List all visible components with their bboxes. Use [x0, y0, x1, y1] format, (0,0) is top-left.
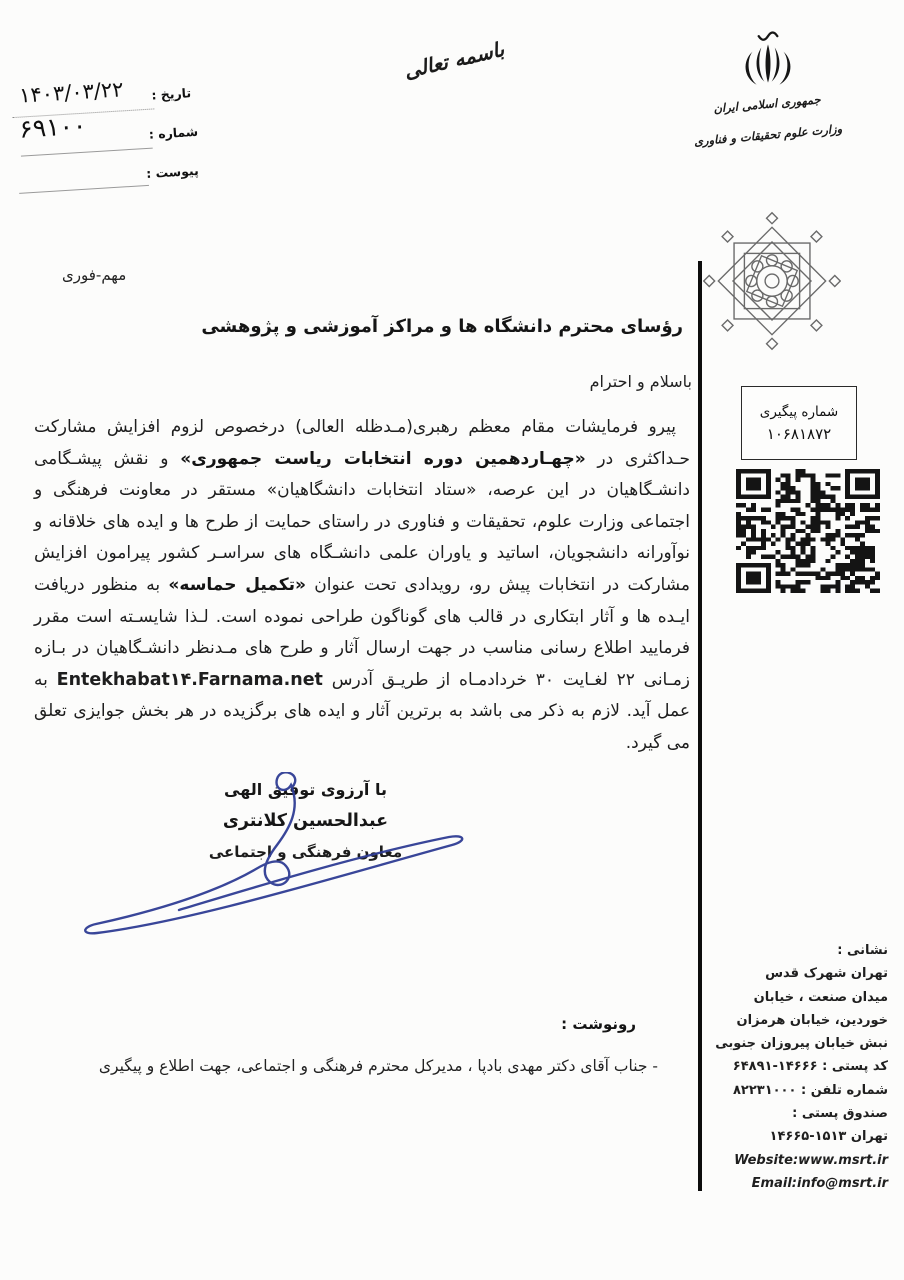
address-line: تهران شهرک قدس — [765, 966, 888, 982]
salutation: باسلام و احترام — [589, 372, 692, 391]
ornament-graphic — [703, 211, 841, 351]
ministry-name: وزارت علوم تحقیقات و فناوری — [693, 121, 843, 149]
address-line: نشانی : — [837, 943, 888, 958]
paragraph-segment-bold: «چهـاردهمین دوره انتخابات ریاست جمهوری» — [180, 448, 586, 469]
qr-code — [736, 469, 880, 593]
cc-item: - جناب آقای دکتر مهدی بادپا ، مدیرکل محترم فرهنگی و اجتماعی، جهت اطلاع و پیگیری — [98, 1057, 658, 1075]
recipient-heading: رؤسای محترم دانشگاه ها و مراکز آموزشی و پژوهشی — [201, 316, 683, 337]
po-box-label: صندوق پستی : — [792, 1106, 888, 1122]
number-value: ۶۹۱۰۰ — [18, 110, 88, 144]
tracking-number: ۱۰۶۸۱۸۷۲ — [766, 424, 832, 443]
priority-tag: مهم-فوری — [62, 266, 127, 284]
address-line: نبش خیابان پیروزان جنوبی — [715, 1036, 888, 1052]
paragraph-segment-bold: «تکمیل حماسه» — [168, 574, 307, 595]
address-line: خوردین، خیابان هرمزان — [736, 1012, 888, 1028]
number-label: شماره : — [148, 123, 199, 142]
date-label: تاریخ : — [150, 85, 192, 103]
submission-url: Entekhabat۱۴.Farnama.net — [56, 669, 323, 690]
letter-paragraph — [34, 412, 690, 760]
cc-label: رونوشت : — [561, 1015, 636, 1033]
email-address: Email:info@msrt.ir — [751, 1175, 888, 1191]
letter-meta-block — [5, 72, 222, 205]
address-line: میدان صنعت ، خیابان — [753, 989, 888, 1005]
iran-emblem-icon — [737, 28, 799, 96]
attachment-label: پیوست : — [145, 162, 200, 182]
postal-code: کد پستی : ۱۴۶۶۶-۶۴۸۹۱ — [732, 1059, 888, 1075]
signature-closing: با آرزوی توفیق الهی — [224, 780, 387, 799]
date-value: ۱۴۰۳/۰۳/۲۲ — [18, 77, 125, 108]
po-box-value: تهران ۱۵۱۳-۱۴۶۶۵ — [769, 1129, 888, 1145]
attachment-underline — [19, 185, 149, 194]
signer-title: معاون فرهنگی و اجتماعی — [208, 843, 403, 861]
number-underline — [21, 148, 153, 157]
tracking-number-box — [741, 386, 857, 460]
signer-name: عبدالحسین کلانتری — [222, 811, 389, 831]
phone-number: شماره تلفن : ۸۲۲۳۱۰۰۰ — [732, 1082, 888, 1098]
signature-block — [198, 780, 413, 861]
government-name: جمهوری اسلامی ایران — [712, 92, 822, 116]
paragraph-segment: به منظور دریافت ایـده ها و آثار ابتکاری در قالب های گوناگون طراحی نموده است. لـذا شایسـته است مقرر فرمایید اطلاع رسانی مناسب در جهت ارسال آثار و طرح های مـدنظر دانشـگاهیان در بـازه زمـانی ۲۲ لغـایت ۳۰ خردادمـاه از طریـق آدرس — [34, 574, 691, 690]
address-block — [700, 939, 888, 1195]
bismillah-calligraphy: باسمه تعالی — [401, 36, 507, 84]
website-url: Website:www.msrt.ir — [734, 1152, 888, 1168]
paragraph-segment: و نقش پیشـگامی دانشـگاهیان در این عرصه، «ستاد انتخابات دانشگاهیان» مستقر در معاونت فرهنگی و اجتماعی وزارت علوم، تحقیقات و فناوری در راستای حمایت از طرح ها و ایده های خلاقانه و نوآورانه دانشجویان، اساتید و یاوران علمی دانشـگاه های سراسـر کشور پیرامون افزایش مشارکت در انتخابات پیش رو، رویدادی تحت عنوان — [34, 448, 690, 595]
paragraph-segment: به عمل آید. لازم به ذکر می باشد به برترین آثار و ایده های برگزیده در هر بخش جوایزی تعلق می گیرد. — [34, 669, 690, 753]
tracking-label: شماره پیگیری — [759, 403, 839, 420]
paragraph-segment: پیرو فرمایشات مقام معظم رهبری(مـدظله العالی) درخصوص لزوم افزایش مشارکت حـداکثری در — [34, 417, 690, 469]
